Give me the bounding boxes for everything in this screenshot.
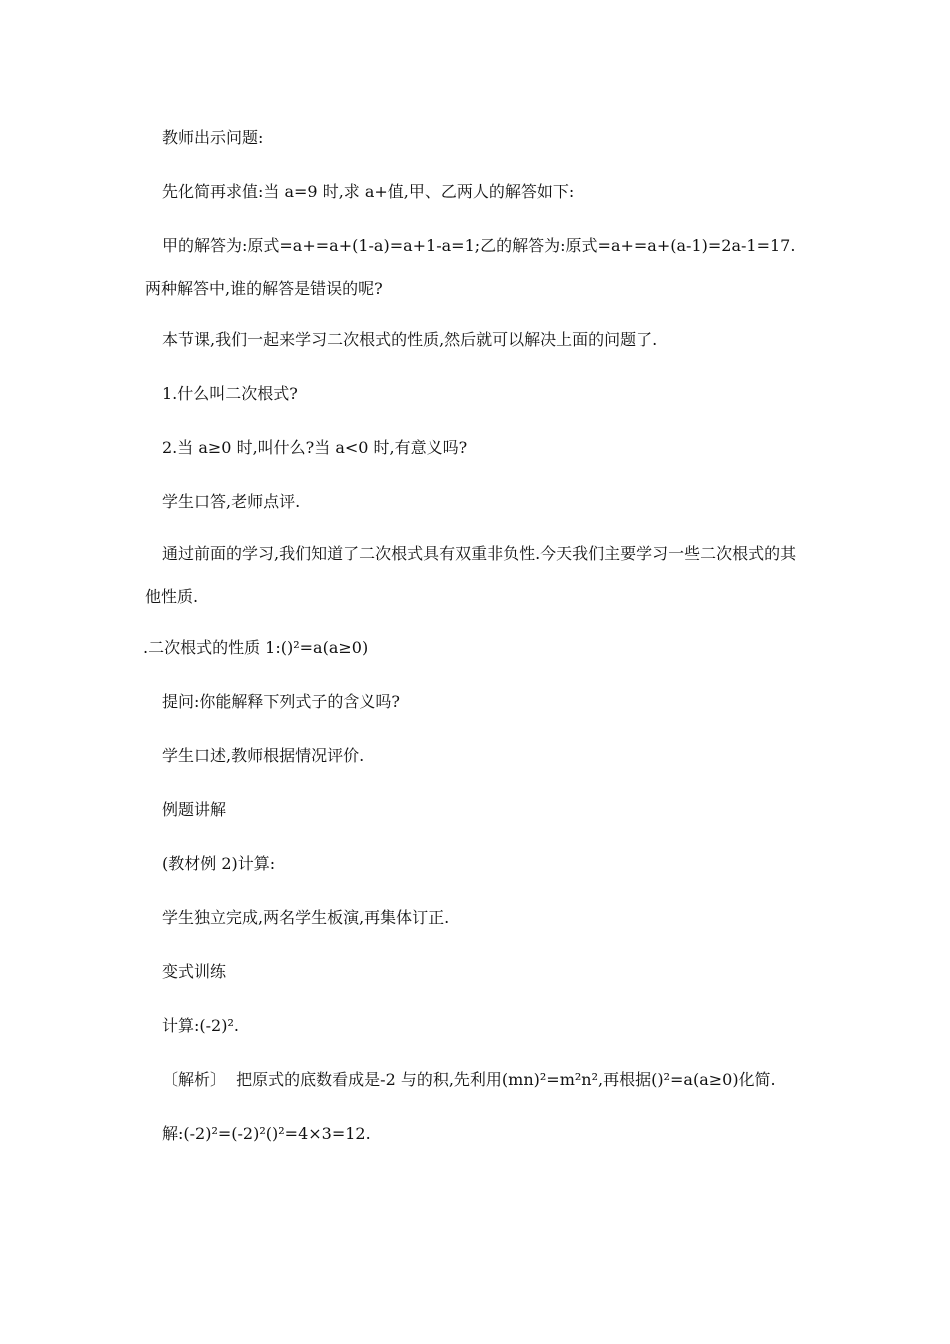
paragraph-simplify-problem: 先化简再求值:当 a=9 时,求 a+值,甲、乙两人的解答如下: xyxy=(162,182,575,201)
paragraph-solution: 解:(-2)²=(-2)²()²=4×3=12. xyxy=(162,1124,371,1143)
paragraph-property-1: .二次根式的性质 1:()²=a(a≥0) xyxy=(143,638,369,657)
paragraph-student-answer: 学生口答,老师点评. xyxy=(162,492,301,511)
paragraph-teacher-question: 教师出示问题: xyxy=(162,128,264,147)
paragraph-variant-heading: 变式训练 xyxy=(162,962,227,981)
paragraph-board-practice: 学生独立完成,两名学生板演,再集体订正. xyxy=(162,908,450,927)
paragraph-question-2: 2.当 a≥0 时,叫什么?当 a<0 时,有意义吗? xyxy=(162,438,468,457)
paragraph-ask: 提问:你能解释下列式子的含义吗? xyxy=(162,692,400,711)
paragraph-lesson-intro: 本节课,我们一起来学习二次根式的性质,然后就可以解决上面的问题了. xyxy=(162,330,658,349)
paragraph-analysis: 〔解析〕 把原式的底数看成是-2 与的积,先利用(mn)²=m²n²,再根据()²=a(a≥0)化简. xyxy=(162,1070,776,1089)
paragraph-question-1: 1.什么叫二次根式? xyxy=(162,384,298,403)
paragraph-two-solutions: 甲的解答为:原式=a+=a+(1-a)=a+1-a=1;乙的解答为:原式=a+=a+(a-1)=2a-1=17.两种解答中,谁的解答是错误的呢? xyxy=(145,236,796,298)
paragraph-textbook-example: (教材例 2)计算: xyxy=(162,854,276,873)
paragraph-student-explain: 学生口述,教师根据情况评价. xyxy=(162,746,365,765)
paragraph-example-heading: 例题讲解 xyxy=(162,800,227,819)
paragraph-review: 通过前面的学习,我们知道了二次根式具有双重非负性.今天我们主要学习一些二次根式的其他性质. xyxy=(145,544,797,606)
paragraph-compute: 计算:(-2)². xyxy=(162,1016,239,1035)
